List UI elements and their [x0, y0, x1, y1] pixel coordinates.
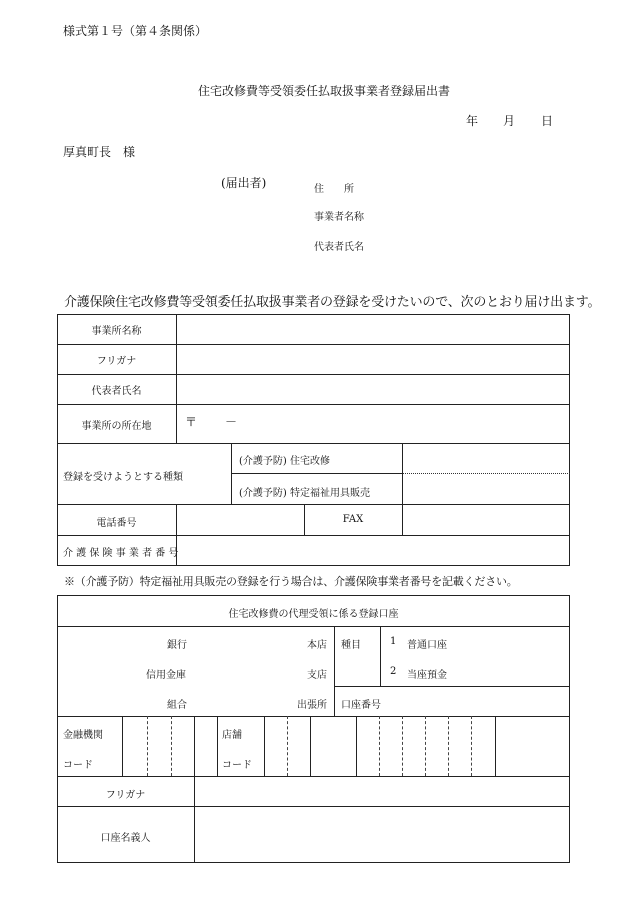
office-location-label: 事業所の所在地: [81, 421, 152, 432]
document-title: 住宅改修費等受領委任払取扱事業者登録届出書: [198, 84, 451, 98]
office-name-field[interactable]: [177, 315, 569, 344]
store-code-field[interactable]: [265, 717, 356, 776]
address-label: 住 所: [314, 184, 354, 195]
account-type-selection[interactable]: [381, 627, 569, 686]
bank-account-header: 住宅改修費の代理受領に係る登録口座: [228, 609, 399, 620]
intro-text: 介護保険住宅改修費等受領委任払取扱事業者の登録を受けたいので、次のとおり届け出ます。: [64, 295, 601, 310]
account-number-digits[interactable]: [357, 717, 569, 776]
business-name-label: 事業者名称: [314, 212, 364, 223]
ordinary-account-label: 普通口座: [407, 640, 447, 651]
account-holder-field[interactable]: [195, 807, 569, 862]
type-renovation-field[interactable]: [403, 444, 569, 473]
type-welfare-field[interactable]: [403, 474, 569, 504]
date-year-label: 年: [466, 114, 479, 128]
phone-label: 電話番号: [96, 518, 137, 529]
credit-union-label: 信用金庫: [146, 670, 186, 681]
bank-label: 銀行: [167, 640, 187, 651]
fax-label: FAX: [342, 514, 364, 525]
account-number-label: 口座番号: [341, 700, 381, 711]
insurance-number-field[interactable]: [177, 536, 569, 565]
postal-mark: 〒: [185, 415, 198, 429]
furigana-label: フリガナ: [96, 356, 137, 367]
store-label: 店舗: [222, 730, 242, 741]
note-text: ※（介護予防）特定福祉用具販売の登録を行う場合は、介護保険事業者番号を記載ください。: [64, 575, 518, 588]
date-month-label: 月: [503, 114, 516, 128]
addressee: 厚真町長 様: [63, 145, 136, 159]
furigana-field[interactable]: [177, 345, 569, 374]
date-day-label: 日: [541, 114, 554, 128]
type1-number: 1: [390, 636, 397, 647]
phone-field[interactable]: [177, 505, 304, 535]
fax-field[interactable]: [403, 505, 569, 535]
applicant-label: (届出者): [221, 176, 267, 190]
representative-name-label: 代表者氏名: [91, 386, 142, 397]
account-type-label: 種目: [341, 640, 361, 651]
type2-number: 2: [390, 666, 397, 677]
account-number-field[interactable]: [400, 687, 569, 716]
branch-label: 支店: [307, 670, 327, 681]
institution-code-field[interactable]: [123, 717, 217, 776]
store-code-label: コード: [222, 760, 252, 771]
insurance-number-label: 介 護 保 険 事 業 者 番 号: [63, 548, 179, 559]
head-office-label: 本店: [307, 640, 327, 651]
account-furigana-label: フリガナ: [105, 790, 146, 801]
type-renovation-label: (介護予防) 住宅改修: [239, 456, 330, 467]
account-furigana-field[interactable]: [195, 777, 569, 806]
institution-code-label: コード: [63, 760, 93, 771]
account-holder-label: 口座名義人: [100, 833, 151, 844]
office-name-label: 事業所名称: [91, 326, 142, 337]
type-welfare-label: (介護予防) 特定福祉用具販売: [239, 488, 370, 499]
institution-label: 金融機関: [63, 730, 103, 741]
representative-name-field[interactable]: [177, 375, 569, 404]
checking-account-label: 当座預金: [407, 670, 447, 681]
office-location-field[interactable]: [240, 405, 569, 443]
sub-branch-label: 出張所: [297, 700, 327, 711]
form-number: 様式第１号（第４条関係）: [63, 24, 208, 38]
registration-type-label: 登録を受けようとする種類: [63, 472, 183, 483]
representative-label: 代表者氏名: [314, 242, 364, 253]
postal-dash: －: [225, 415, 238, 429]
association-label: 組合: [167, 700, 187, 711]
